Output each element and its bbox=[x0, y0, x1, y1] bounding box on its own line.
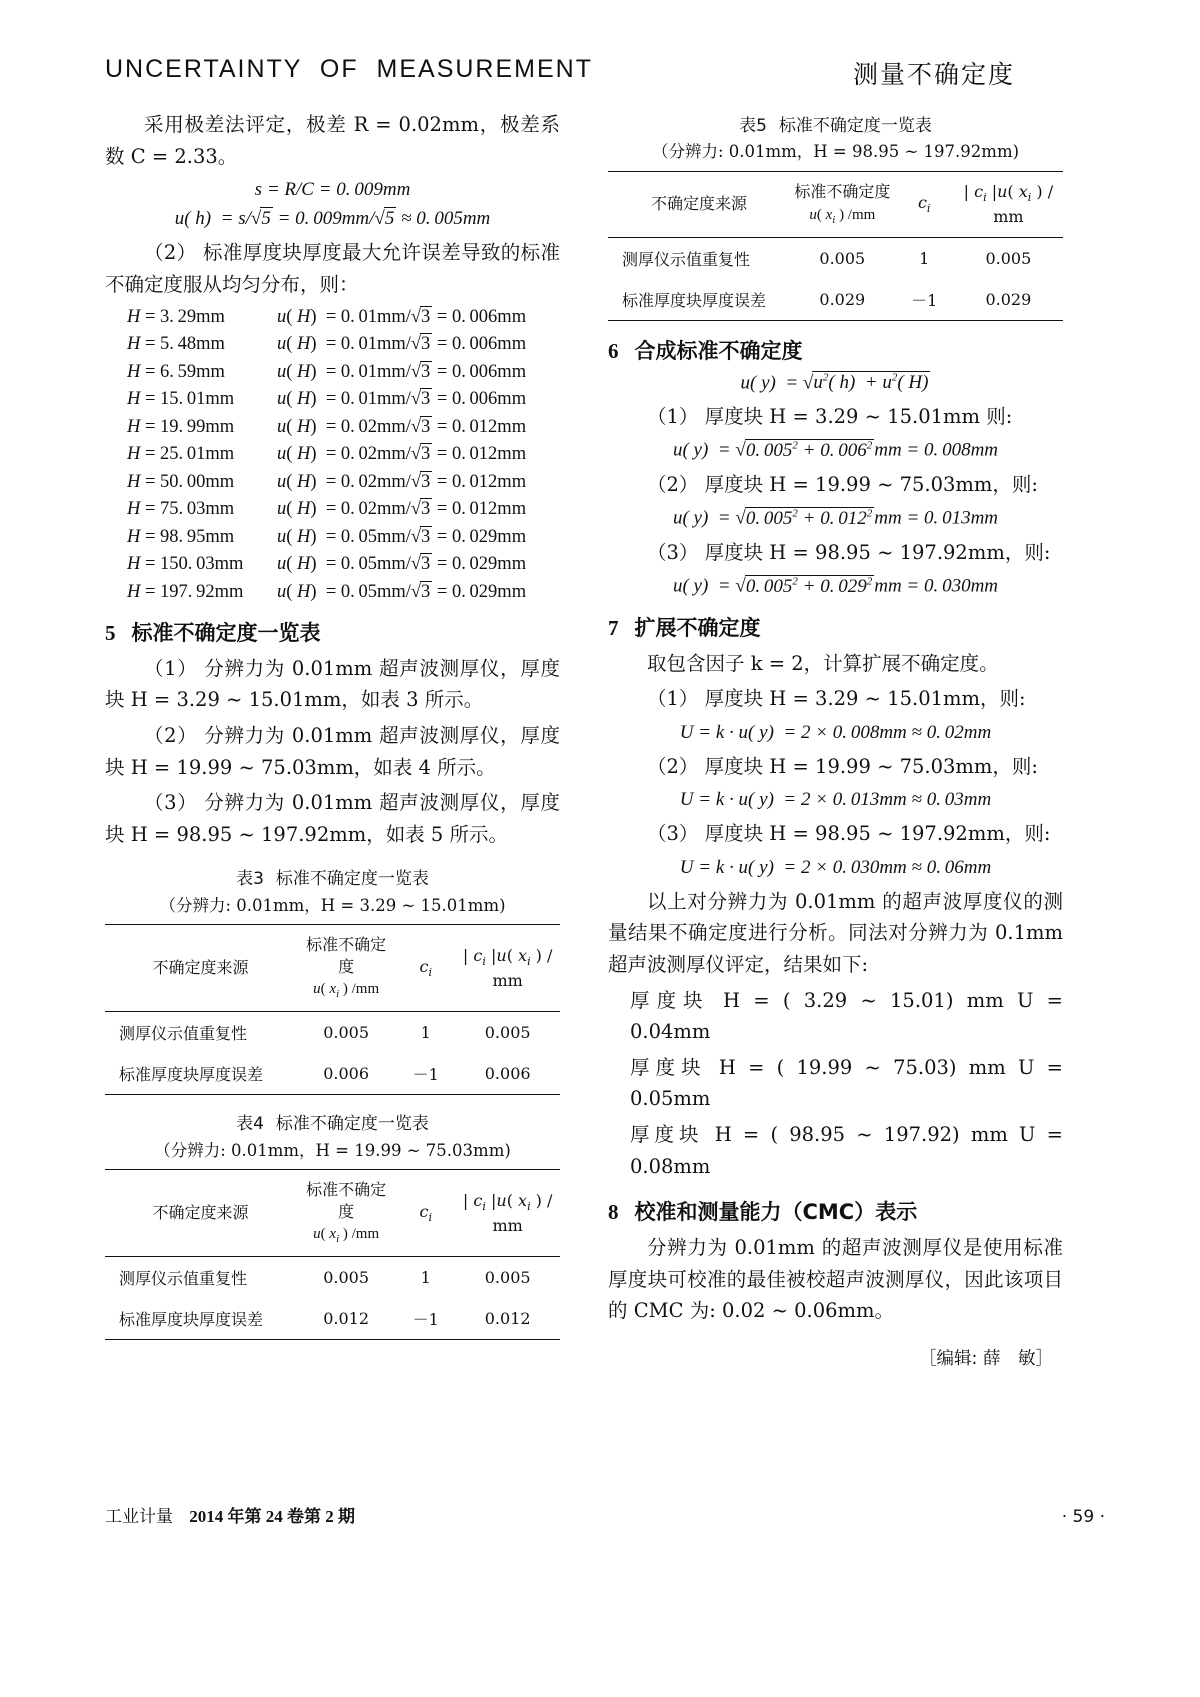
cell-source: 测厚仪示值重复性 bbox=[119, 1269, 248, 1289]
paragraph-range-method: 采用极差法评定，极差 R = 0.02mm，极差系数 C = 2.33。 bbox=[105, 113, 560, 168]
paragraph-6-2: （2） 厚度块 H = 19.99 ~ 75.03mm，则: bbox=[647, 472, 1038, 496]
table-row bbox=[608, 237, 1063, 279]
header-title-en: UNCERTAINTY OF MEASUREMENT bbox=[105, 55, 593, 83]
table-3-name: 标准不确定度一览表 bbox=[275, 869, 429, 890]
cell-source: 标准厚度块厚度误差 bbox=[622, 290, 767, 310]
table-3-block bbox=[105, 866, 560, 1095]
cell-cu: 0.005 bbox=[985, 248, 1032, 268]
table-4-header-cu: | $c_i$ |u( $x_i$ ) / mm bbox=[462, 1190, 553, 1235]
paragraph-6-1: （1） 厚度块 H = 3.29 ~ 15.01mm 则: bbox=[647, 404, 1013, 428]
page-footer bbox=[105, 1502, 1105, 1527]
equation-6-2: u( y) = √0. $005^2 + 0$. $012^2$ mm = 0. 013mm bbox=[672, 507, 999, 529]
cell-cu: 0.012 bbox=[484, 1309, 531, 1329]
cell-u: 0.012 bbox=[323, 1309, 370, 1329]
paragraph-7-summary: 以上对分辨力为 0.01mm 的超声波厚度仪的测量结果不确定度进行分析。同法对分辨力为 0.1mm 超声波测厚仪评定，结果如下: bbox=[608, 889, 1063, 977]
cell-cu: 0.005 bbox=[484, 1023, 531, 1043]
cell-cu: 0.005 bbox=[484, 1268, 531, 1288]
equation-s: s = R/C = 0. 009mm bbox=[254, 179, 411, 201]
h-row: H = 150. 03mm u( H) = 0. 05mm/√3 = 0. 029mm bbox=[127, 554, 527, 575]
section-heading-5 bbox=[105, 617, 560, 647]
table-3-header-source: 不确定度来源 bbox=[152, 958, 249, 978]
cell-c: －1 bbox=[911, 290, 938, 310]
table-4-title bbox=[105, 1111, 560, 1137]
h-row: H = 75. 03mm u( H) = 0. 02mm/√3 = 0. 012mm bbox=[127, 499, 527, 520]
cell-u: 0.005 bbox=[323, 1268, 370, 1288]
table-4-header-u: 标准不确定度 u( $x_i$ ) /mm bbox=[306, 1180, 387, 1246]
paragraph-7-1: （1） 厚度块 H = 3.29 ~ 15.01mm，则: bbox=[647, 687, 1026, 711]
paragraph-5-3: （3） 分辨力为 0.01mm 超声波测厚仪，厚度块 H = 98.95 ~ 197.92mm，如表 5 所示。 bbox=[105, 791, 560, 846]
article-page bbox=[105, 55, 1105, 1485]
paragraph-7-2: （2） 厚度块 H = 19.99 ~ 75.03mm，则: bbox=[647, 754, 1038, 778]
section-title: 扩展不确定度 bbox=[634, 615, 761, 640]
table-row bbox=[105, 1257, 560, 1299]
h-row: H = 3. 29mm u( H) = 0. 01mm/√3 = 0. 006mm bbox=[127, 306, 527, 327]
h-value-list bbox=[105, 307, 560, 603]
table-3-header-u: 标准不确定度 u( $x_i$ ) /mm bbox=[306, 935, 387, 1001]
cell-source: 测厚仪示值重复性 bbox=[119, 1024, 248, 1044]
cell-cu: 0.006 bbox=[484, 1064, 531, 1084]
equation-combined-uncertainty: u( $y) = √u^2$( $h) + u^2$( H) bbox=[740, 371, 929, 393]
cell-u: 0.006 bbox=[323, 1064, 370, 1084]
table-5-header-u: 标准不确定度 u( $x_i$ ) /mm bbox=[794, 182, 891, 226]
section-number: 5 bbox=[105, 620, 116, 645]
section-title: 校准和测量能力（CMC）表示 bbox=[634, 1200, 918, 1225]
paragraph-5-1: （1） 分辨力为 0.01mm 超声波测厚仪，厚度块 H = 3.29 ~ 15.01mm，如表 3 所示。 bbox=[105, 656, 560, 712]
table-4-header-c: $c_i$ bbox=[419, 1201, 432, 1224]
table-3-header-c: $c_i$ bbox=[419, 956, 432, 979]
table-row bbox=[105, 1012, 560, 1054]
table-3-header-cu: | $c_i$ |u( $x_i$ ) / mm bbox=[462, 945, 553, 990]
editor-credit: ［编辑: 薛 敏］ bbox=[919, 1348, 1053, 1369]
table-row bbox=[105, 1053, 560, 1095]
section-number: 7 bbox=[608, 615, 619, 640]
table-row bbox=[105, 1298, 560, 1340]
cell-u: 0.005 bbox=[323, 1023, 370, 1043]
paragraph-8-1: 分辨力为 0.01mm 的超声波测厚仪是使用标准厚度块可校准的最佳被校超声波测厚仪，因此该项目的 CMC 为: 0.02 ~ 0.06mm。 bbox=[608, 1236, 1063, 1323]
paragraph-5-2: （2） 分辨力为 0.01mm 超声波测厚仪，厚度块 H = 19.99 ~ 75.03mm，如表 4 所示。 bbox=[105, 723, 560, 779]
cell-source: 标准厚度块厚度误差 bbox=[119, 1065, 264, 1085]
equation-6-1: u( y) = √0. $005^2 + 0$. $006^2$ mm = 0. 008mm bbox=[672, 439, 999, 461]
result-line-3: 厚度块 H = ( 98.95 ~ 197.92) mm U = 0.08mm bbox=[630, 1122, 1063, 1178]
table-3-caption: 表3 bbox=[236, 869, 264, 890]
left-column bbox=[105, 109, 560, 1370]
journal-issue: 2014 年第 24 卷第 2 期 bbox=[189, 1507, 355, 1526]
section-number: 8 bbox=[608, 1200, 619, 1225]
page-number: · 59 · bbox=[1061, 1507, 1105, 1527]
h-row: H = 19. 99mm u( H) = 0. 02mm/√3 = 0. 012mm bbox=[127, 416, 527, 437]
table-4-subtitle: （分辨力: 0.01mm，H = 19.99 ~ 75.03mm) bbox=[154, 1140, 511, 1160]
table-4-block bbox=[105, 1111, 560, 1340]
paragraph-uniform-distribution: （2） 标准厚度块厚度最大允许误差导致的标准不确定度服从均匀分布，则： bbox=[105, 241, 560, 296]
table-5-header-source: 不确定度来源 bbox=[650, 194, 747, 214]
h-row: H = 197. 92mm u( H) = 0. 05mm/√3 = 0. 029mm bbox=[127, 581, 527, 602]
paragraph-7-0: 取包含因子 k = 2，计算扩展不确定度。 bbox=[647, 651, 999, 675]
equation-7-2: U = k · u( y) = 2 × 0. 013mm ≈ 0. 03mm bbox=[679, 789, 992, 811]
table-3-title bbox=[105, 866, 560, 892]
equation-7-3: U = k · u( y) = 2 × 0. 030mm ≈ 0. 06mm bbox=[679, 856, 992, 878]
table-5 bbox=[608, 171, 1063, 321]
paragraph-6-3: （3） 厚度块 H = 98.95 ~ 197.92mm，则: bbox=[647, 540, 1051, 564]
cell-u: 0.005 bbox=[819, 248, 866, 268]
cell-c: 1 bbox=[420, 1023, 431, 1043]
cell-source: 测厚仪示值重复性 bbox=[622, 249, 751, 269]
table-5-subtitle: （分辨力: 0.01mm，H = 98.95 ~ 197.92mm) bbox=[651, 142, 1020, 162]
table-4-header-source: 不确定度来源 bbox=[152, 1203, 249, 1223]
section-heading-8 bbox=[608, 1196, 1063, 1226]
table-4-caption: 表4 bbox=[236, 1114, 264, 1135]
section-heading-6 bbox=[608, 335, 1063, 365]
table-5-caption: 表5 bbox=[739, 116, 767, 136]
cell-cu: 0.029 bbox=[985, 289, 1032, 309]
result-line-1: 厚度块 H = ( 3.29 ~ 15.01) mm U = 0.04mm bbox=[630, 988, 1063, 1044]
equation-u-h: u( h) = s/√5 = 0. 009mm/√5 ≈ 0. 005mm bbox=[174, 208, 491, 230]
h-row: H = 98. 95mm u( H) = 0. 05mm/√3 = 0. 029mm bbox=[127, 526, 527, 547]
h-row: H = 25. 01mm u( H) = 0. 02mm/√3 = 0. 012mm bbox=[127, 444, 527, 465]
table-5-header-cu: | $c_i$ |u( $x_i$ ) / mm bbox=[963, 181, 1054, 226]
equation-7-1: U = k · u( y) = 2 × 0. 008mm ≈ 0. 02mm bbox=[679, 721, 992, 743]
table-5-title bbox=[608, 113, 1063, 139]
section-heading-7 bbox=[608, 612, 1063, 642]
cell-c: 1 bbox=[919, 248, 930, 268]
section-number: 6 bbox=[608, 338, 619, 363]
cell-c: －1 bbox=[412, 1310, 439, 1330]
table-5-header-c: $c_i$ bbox=[917, 192, 931, 215]
table-4 bbox=[105, 1169, 560, 1340]
header-title-zh: 测量不确定度 bbox=[852, 60, 1015, 89]
h-row: H = 5. 48mm u( H) = 0. 01mm/√3 = 0. 006mm bbox=[127, 334, 527, 355]
footer-journal-info bbox=[105, 1502, 355, 1527]
cell-source: 标准厚度块厚度误差 bbox=[119, 1310, 264, 1330]
cell-u: 0.029 bbox=[819, 289, 866, 309]
table-3 bbox=[105, 924, 560, 1095]
h-row: H = 15. 01mm u( H) = 0. 01mm/√3 = 0. 006mm bbox=[127, 389, 527, 410]
h-row: H = 6. 59mm u( H) = 0. 01mm/√3 = 0. 006mm bbox=[127, 361, 527, 382]
equation-6-3: u( y) = √0. $005^2 + 0$. $029^2$ mm = 0. 030mm bbox=[672, 575, 999, 597]
section-title: 标准不确定度一览表 bbox=[131, 620, 321, 645]
cell-c: －1 bbox=[412, 1065, 439, 1085]
two-column-body bbox=[105, 109, 1105, 1370]
right-column bbox=[608, 109, 1063, 1370]
journal-name: 工业计量 bbox=[105, 1507, 173, 1527]
table-5-block bbox=[608, 113, 1063, 321]
cell-c: 1 bbox=[420, 1268, 431, 1288]
h-row: H = 50. 00mm u( H) = 0. 02mm/√3 = 0. 012mm bbox=[127, 471, 527, 492]
result-line-2: 厚度块 H = ( 19.99 ~ 75.03) mm U = 0.05mm bbox=[630, 1055, 1063, 1111]
table-row bbox=[608, 279, 1063, 321]
page-header bbox=[105, 55, 1105, 91]
paragraph-7-3: （3） 厚度块 H = 98.95 ~ 197.92mm，则: bbox=[647, 822, 1051, 846]
section-title: 合成标准不确定度 bbox=[634, 338, 803, 363]
table-3-subtitle: （分辨力: 0.01mm，H = 3.29 ~ 15.01mm) bbox=[159, 895, 506, 915]
table-5-name: 标准不确定度一览表 bbox=[778, 116, 932, 136]
table-4-name: 标准不确定度一览表 bbox=[275, 1114, 429, 1135]
